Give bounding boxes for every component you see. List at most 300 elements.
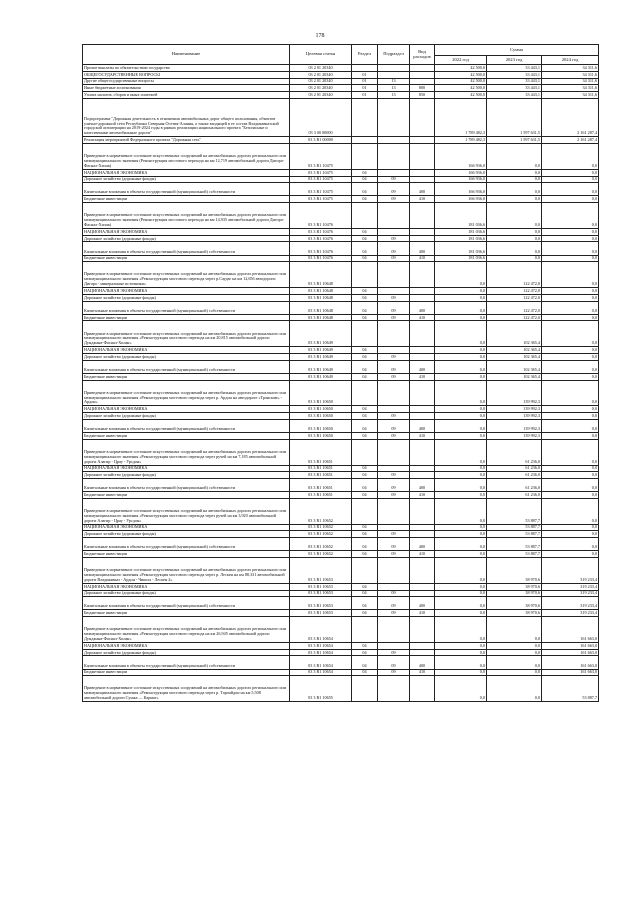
row-name: Капитальные вложения в объекты государственной (муниципальной) собственности bbox=[83, 301, 290, 314]
table-row bbox=[83, 419, 599, 432]
table-row bbox=[83, 531, 599, 538]
row-section: 04 bbox=[352, 235, 378, 242]
row-2023: 0,0 bbox=[487, 242, 542, 255]
row-2022: 42 500,0 bbox=[435, 85, 487, 92]
table-row bbox=[83, 255, 599, 262]
row-section: 04 bbox=[352, 406, 378, 413]
table-row bbox=[83, 137, 599, 144]
row-name: Бюджетные инвестиции bbox=[83, 373, 290, 380]
row-name: Приведение в нормативное состояние искусственных сооружений на автомобильных дорогах регионального или межмуниципального значения «Реконструкция мостового перехода через р.Саудаг на км 12,656 автодороги Дигора - минеральные источники» bbox=[83, 262, 290, 288]
row-2023: 33 443,1 bbox=[487, 71, 542, 78]
row-2023: 0,0 bbox=[487, 203, 542, 229]
row-subsection: 09 bbox=[378, 492, 410, 499]
row-name: НАЦИОНАЛЬНАЯ ЭКОНОМИКА bbox=[83, 406, 290, 413]
row-2024: 0,0 bbox=[542, 144, 599, 170]
row-subsection: 09 bbox=[378, 360, 410, 373]
row-section: 04 bbox=[352, 183, 378, 196]
row-2023: 53 887,7 bbox=[487, 524, 542, 531]
row-section: 04 bbox=[352, 492, 378, 499]
row-exp-type bbox=[410, 439, 435, 465]
table-row bbox=[83, 551, 599, 558]
row-code: 03 3 R1 10651 bbox=[290, 479, 352, 492]
row-subsection bbox=[378, 71, 410, 78]
row-subsection: 09 bbox=[378, 432, 410, 439]
row-code: 03 3 R1 10652 bbox=[290, 531, 352, 538]
row-exp-type bbox=[410, 617, 435, 643]
table-row bbox=[83, 479, 599, 492]
row-name: Капитальные вложения в объекты государственной (муниципальной) собственности bbox=[83, 597, 290, 610]
row-section: 04 bbox=[352, 360, 378, 373]
row-2024: 34 311,6 bbox=[542, 65, 599, 72]
row-subsection: 09 bbox=[378, 610, 410, 617]
row-subsection: 09 bbox=[378, 353, 410, 360]
row-2024: 0,0 bbox=[542, 439, 599, 465]
row-2024: 0,0 bbox=[542, 360, 599, 373]
row-2022: 0,0 bbox=[435, 583, 487, 590]
row-exp-type bbox=[410, 176, 435, 183]
row-2023: 1 597 631,5 bbox=[487, 98, 542, 137]
row-subsection bbox=[378, 380, 410, 406]
row-2024: 0,0 bbox=[542, 183, 599, 196]
table-row bbox=[83, 649, 599, 656]
row-subsection: 09 bbox=[378, 235, 410, 242]
row-subsection bbox=[378, 676, 410, 702]
row-section bbox=[352, 65, 378, 72]
row-2024: 34 311,6 bbox=[542, 71, 599, 78]
row-name: ОБЩЕГОСУДАРСТВЕННЫЕ ВОПРОСЫ bbox=[83, 71, 290, 78]
row-2022: 0,0 bbox=[435, 538, 487, 551]
row-2022: 0,0 bbox=[435, 557, 487, 583]
row-section: 04 bbox=[352, 597, 378, 610]
row-subsection bbox=[378, 557, 410, 583]
row-exp-type: 400 bbox=[410, 597, 435, 610]
row-2022: 42 500,0 bbox=[435, 78, 487, 85]
table-row bbox=[83, 380, 599, 406]
table-row bbox=[83, 432, 599, 439]
table-row bbox=[83, 642, 599, 649]
row-2023: 61 236,0 bbox=[487, 492, 542, 499]
header-subsection: Подраздел bbox=[378, 45, 410, 65]
row-2022: 0,0 bbox=[435, 524, 487, 531]
row-section: 01 bbox=[352, 71, 378, 78]
row-section: 04 bbox=[352, 301, 378, 314]
row-name: Бюджетные инвестиции bbox=[83, 492, 290, 499]
row-2024: 0,0 bbox=[542, 235, 599, 242]
table-row bbox=[83, 71, 599, 78]
table-row bbox=[83, 228, 599, 235]
row-subsection: 13 bbox=[378, 92, 410, 99]
row-section: 04 bbox=[352, 531, 378, 538]
row-subsection: 09 bbox=[378, 255, 410, 262]
row-code: 03 2 01 20340 bbox=[290, 78, 352, 85]
row-2022: 166 936,0 bbox=[435, 169, 487, 176]
row-subsection bbox=[378, 465, 410, 472]
row-section bbox=[352, 144, 378, 170]
header-code: Целевая статья bbox=[290, 45, 352, 65]
row-2023: 102 365,4 bbox=[487, 347, 542, 354]
row-2024: 0,0 bbox=[542, 472, 599, 479]
row-2023: 38 970,6 bbox=[487, 610, 542, 617]
row-2023: 122 472,0 bbox=[487, 262, 542, 288]
row-code: 03 3 R1 10649 bbox=[290, 373, 352, 380]
row-name: Капитальные вложения в объекты государственной (муниципальной) собственности bbox=[83, 656, 290, 669]
row-2022: 0,0 bbox=[435, 262, 487, 288]
row-subsection: 09 bbox=[378, 531, 410, 538]
table-row bbox=[83, 583, 599, 590]
row-2022: 181 036,6 bbox=[435, 203, 487, 229]
row-code: 03 3 R1 10654 bbox=[290, 656, 352, 669]
row-2024: 0,0 bbox=[542, 169, 599, 176]
row-2023: 0,0 bbox=[487, 617, 542, 643]
row-2024: 319 233,4 bbox=[542, 610, 599, 617]
row-2022: 0,0 bbox=[435, 406, 487, 413]
row-code: 03 3 R1 10650 bbox=[290, 419, 352, 432]
row-2024: 0,0 bbox=[542, 288, 599, 295]
row-2022: 0,0 bbox=[435, 551, 487, 558]
row-exp-type bbox=[410, 71, 435, 78]
row-2023: 0,0 bbox=[487, 235, 542, 242]
row-2024: 0,0 bbox=[542, 255, 599, 262]
row-code: 03 3 00 00000 bbox=[290, 98, 352, 137]
table-row bbox=[83, 472, 599, 479]
row-section: 04 bbox=[352, 373, 378, 380]
row-2024: 0,0 bbox=[542, 465, 599, 472]
table-row bbox=[83, 144, 599, 170]
row-code: 03 3 R1 10652 bbox=[290, 498, 352, 524]
row-code: 03 3 R1 10476 bbox=[290, 242, 352, 255]
row-2023: 53 887,7 bbox=[487, 538, 542, 551]
row-name: Капитальные вложения в объекты государственной (муниципальной) собственности bbox=[83, 419, 290, 432]
row-2024: 161 663,0 bbox=[542, 649, 599, 656]
row-2023: 0,0 bbox=[487, 669, 542, 676]
header-name: Наименование bbox=[83, 45, 290, 65]
row-2022: 0,0 bbox=[435, 321, 487, 347]
row-subsection: 09 bbox=[378, 538, 410, 551]
row-exp-type: 400 bbox=[410, 301, 435, 314]
row-name: Подпрограмма "Дорожная деятельность в отношении автомобильных дорог общего пользования, объектов улично-дорожной сети Республики Северная Осетия-Алания, а также входящей в ее состав Владикавказской городской агломерации на 2019-2024 годы в рамках реализации национального проекта "Безопасные и качественные автомобильные дороги" bbox=[83, 98, 290, 137]
row-section: 04 bbox=[352, 169, 378, 176]
row-section: 04 bbox=[352, 196, 378, 203]
row-subsection: 13 bbox=[378, 85, 410, 92]
row-2022: 181 036,6 bbox=[435, 242, 487, 255]
row-exp-type: 400 bbox=[410, 656, 435, 669]
row-2022: 42 500,0 bbox=[435, 71, 487, 78]
table-row bbox=[83, 413, 599, 420]
row-subsection: 09 bbox=[378, 294, 410, 301]
row-section: 04 bbox=[352, 610, 378, 617]
row-section: 04 bbox=[352, 656, 378, 669]
row-name: Бюджетные инвестиции bbox=[83, 669, 290, 676]
row-2024: 0,0 bbox=[542, 524, 599, 531]
row-2023: 0,0 bbox=[487, 176, 542, 183]
row-subsection: 09 bbox=[378, 413, 410, 420]
row-exp-type bbox=[410, 169, 435, 176]
table-row bbox=[83, 183, 599, 196]
row-code: 03 3 R1 10650 bbox=[290, 406, 352, 413]
row-section bbox=[352, 557, 378, 583]
row-section bbox=[352, 439, 378, 465]
row-name: НАЦИОНАЛЬНАЯ ЭКОНОМИКА bbox=[83, 228, 290, 235]
row-code: 03 3 R1 10476 bbox=[290, 235, 352, 242]
page-number: 178 bbox=[315, 33, 325, 39]
row-code: 03 3 R1 10649 bbox=[290, 321, 352, 347]
table-row bbox=[83, 314, 599, 321]
row-name: Дорожное хозяйство (дорожные фонды) bbox=[83, 353, 290, 360]
row-2022: 0,0 bbox=[435, 380, 487, 406]
row-code: 03 3 R1 10648 bbox=[290, 294, 352, 301]
row-exp-type bbox=[410, 347, 435, 354]
row-2023: 122 472,0 bbox=[487, 288, 542, 295]
row-section: 01 bbox=[352, 92, 378, 99]
row-2022: 42 500,0 bbox=[435, 92, 487, 99]
table-row bbox=[83, 538, 599, 551]
row-section: 04 bbox=[352, 590, 378, 597]
row-2023: 0,0 bbox=[487, 642, 542, 649]
row-section: 04 bbox=[352, 347, 378, 354]
table-body bbox=[83, 65, 599, 702]
table-row bbox=[83, 669, 599, 676]
row-2022: 166 936,0 bbox=[435, 144, 487, 170]
row-exp-type: 410 bbox=[410, 492, 435, 499]
row-subsection: 09 bbox=[378, 419, 410, 432]
row-name: Капитальные вложения в объекты государственной (муниципальной) собственности bbox=[83, 183, 290, 196]
row-code: 03 3 R1 10649 bbox=[290, 360, 352, 373]
row-exp-type bbox=[410, 65, 435, 72]
table-row bbox=[83, 78, 599, 85]
row-2023: 0,0 bbox=[487, 656, 542, 669]
row-2023: 0,0 bbox=[487, 183, 542, 196]
row-name: Приведение в нормативное состояние искусственных сооружений на автомобильных дорогах регионального или межмуниципального значения «Реконструкция мостового перехода через ручей на км 7,185 автомобильной дороги Алагир - Црау - Урсдон» bbox=[83, 439, 290, 465]
row-2022: 0,0 bbox=[435, 617, 487, 643]
row-section: 04 bbox=[352, 524, 378, 531]
row-exp-type: 400 bbox=[410, 419, 435, 432]
row-subsection bbox=[378, 439, 410, 465]
row-2022: 0,0 bbox=[435, 465, 487, 472]
row-2022: 0,0 bbox=[435, 610, 487, 617]
row-2023: 139 992,3 bbox=[487, 413, 542, 420]
row-2024: 319 233,4 bbox=[542, 557, 599, 583]
row-section: 04 bbox=[352, 583, 378, 590]
table-row bbox=[83, 203, 599, 229]
row-code: 03 3 R1 10475 bbox=[290, 144, 352, 170]
row-2024: 0,0 bbox=[542, 353, 599, 360]
row-name: Приведение в нормативное состояние искусственных сооружений на автомобильных дорогах регионального или межмуниципального значения (Реконструкция мостового перехода на км 14,935 автомобильной дороги Дигора-Фаснал-Хилак) bbox=[83, 203, 290, 229]
table-row bbox=[83, 242, 599, 255]
row-subsection bbox=[378, 262, 410, 288]
row-2022: 0,0 bbox=[435, 432, 487, 439]
row-code: 03 2 01 20340 bbox=[290, 65, 352, 72]
row-code: 03 3 R1 10648 bbox=[290, 288, 352, 295]
row-2022: 181 036,6 bbox=[435, 228, 487, 235]
row-section: 04 bbox=[352, 413, 378, 420]
row-subsection bbox=[378, 321, 410, 347]
row-exp-type: 400 bbox=[410, 242, 435, 255]
row-exp-type bbox=[410, 78, 435, 85]
table-row bbox=[83, 610, 599, 617]
row-section: 04 bbox=[352, 176, 378, 183]
row-name: Приведение в нормативное состояние искусственных сооружений на автомобильных дорогах регионального или межмуниципального значения «Реконструкция мостового перехода через р. Тарпайдон на км 5,508 автомобильной дороги Сунжа — Кармаг» bbox=[83, 676, 290, 702]
row-2023: 53 887,7 bbox=[487, 551, 542, 558]
row-2024: 319 233,4 bbox=[542, 590, 599, 597]
row-exp-type bbox=[410, 235, 435, 242]
row-subsection: 09 bbox=[378, 590, 410, 597]
row-section: 04 bbox=[352, 419, 378, 432]
row-2024: 161 663,0 bbox=[542, 669, 599, 676]
table-row bbox=[83, 235, 599, 242]
table-row bbox=[83, 597, 599, 610]
row-2023: 102 365,4 bbox=[487, 373, 542, 380]
row-section: 04 bbox=[352, 669, 378, 676]
table-row bbox=[83, 373, 599, 380]
row-name: Капитальные вложения в объекты государственной (муниципальной) собственности bbox=[83, 479, 290, 492]
row-code: 03 3 R1 10475 bbox=[290, 176, 352, 183]
row-code: 03 3 R1 10651 bbox=[290, 492, 352, 499]
row-exp-type bbox=[410, 288, 435, 295]
row-subsection: 09 bbox=[378, 373, 410, 380]
row-2022: 0,0 bbox=[435, 590, 487, 597]
table-row bbox=[83, 557, 599, 583]
row-2022: 166 936,0 bbox=[435, 183, 487, 196]
row-code: 03 3 R1 10648 bbox=[290, 262, 352, 288]
row-2023: 38 970,6 bbox=[487, 583, 542, 590]
row-subsection bbox=[378, 288, 410, 295]
row-exp-type: 850 bbox=[410, 92, 435, 99]
row-2023: 38 970,6 bbox=[487, 597, 542, 610]
table-row bbox=[83, 92, 599, 99]
row-2024: 0,0 bbox=[542, 176, 599, 183]
header-2022: 2022 год bbox=[435, 56, 487, 65]
row-subsection: 09 bbox=[378, 649, 410, 656]
row-code: 03 3 R1 10651 bbox=[290, 472, 352, 479]
row-name: НАЦИОНАЛЬНАЯ ЭКОНОМИКА bbox=[83, 347, 290, 354]
row-exp-type bbox=[410, 642, 435, 649]
row-subsection: 09 bbox=[378, 242, 410, 255]
row-subsection bbox=[378, 498, 410, 524]
row-2024: 161 663,0 bbox=[542, 617, 599, 643]
row-section: 04 bbox=[352, 255, 378, 262]
row-code: 03 3 R1 00000 bbox=[290, 137, 352, 144]
row-name: Дорожное хозяйство (дорожные фонды) bbox=[83, 649, 290, 656]
row-2023: 1 597 631,5 bbox=[487, 137, 542, 144]
row-name: Бюджетные инвестиции bbox=[83, 551, 290, 558]
header-sum: Сумма bbox=[435, 45, 599, 56]
row-code: 03 3 R1 10653 bbox=[290, 597, 352, 610]
row-2024: 0,0 bbox=[542, 314, 599, 321]
row-2023: 61 236,0 bbox=[487, 472, 542, 479]
row-2023: 0,0 bbox=[487, 169, 542, 176]
row-exp-type: 410 bbox=[410, 196, 435, 203]
row-2022: 0,0 bbox=[435, 649, 487, 656]
row-exp-type bbox=[410, 465, 435, 472]
row-subsection bbox=[378, 642, 410, 649]
row-2024: 0,0 bbox=[542, 321, 599, 347]
table-row bbox=[83, 617, 599, 643]
row-2024: 161 663,0 bbox=[542, 642, 599, 649]
row-2023: 53 887,7 bbox=[487, 498, 542, 524]
row-2023: 33 443,1 bbox=[487, 78, 542, 85]
row-subsection bbox=[378, 98, 410, 137]
row-name: Дорожное хозяйство (дорожные фонды) bbox=[83, 590, 290, 597]
row-exp-type bbox=[410, 649, 435, 656]
row-code: 03 3 R1 10476 bbox=[290, 255, 352, 262]
row-exp-type: 410 bbox=[410, 373, 435, 380]
row-code: 03 3 R1 10652 bbox=[290, 538, 352, 551]
row-section: 04 bbox=[352, 479, 378, 492]
row-subsection bbox=[378, 228, 410, 235]
row-2022: 0,0 bbox=[435, 676, 487, 702]
row-2023: 102 365,4 bbox=[487, 353, 542, 360]
table-row bbox=[83, 65, 599, 72]
row-code: 03 3 R1 10654 bbox=[290, 649, 352, 656]
row-name: Приведение в нормативное состояние искусственных сооружений на автомобильных дорогах регионального или межмуниципального значения «Реконструкция мостового перехода на км 20,815 автомобильной дороги Дунджана-Фаснал-Хилак» bbox=[83, 321, 290, 347]
row-2022: 0,0 bbox=[435, 472, 487, 479]
row-exp-type: 410 bbox=[410, 255, 435, 262]
row-2023: 33 443,1 bbox=[487, 92, 542, 99]
row-2023: 61 236,0 bbox=[487, 465, 542, 472]
row-2024: 2 161 287,4 bbox=[542, 137, 599, 144]
row-name: Прочие выплаты по обязательствам государства bbox=[83, 65, 290, 72]
row-2024: 34 311,6 bbox=[542, 92, 599, 99]
row-exp-type bbox=[410, 98, 435, 137]
row-subsection bbox=[378, 583, 410, 590]
row-2024: 0,0 bbox=[542, 228, 599, 235]
row-exp-type: 410 bbox=[410, 432, 435, 439]
row-code: 03 3 R1 10475 bbox=[290, 169, 352, 176]
row-2024: 0,0 bbox=[542, 196, 599, 203]
row-name: Бюджетные инвестиции bbox=[83, 255, 290, 262]
row-2023: 0,0 bbox=[487, 228, 542, 235]
row-subsection: 09 bbox=[378, 314, 410, 321]
table-row bbox=[83, 353, 599, 360]
row-code: 03 3 R1 10654 bbox=[290, 617, 352, 643]
table-row bbox=[83, 498, 599, 524]
row-2023: 139 992,3 bbox=[487, 380, 542, 406]
row-code: 03 3 R1 10653 bbox=[290, 590, 352, 597]
row-exp-type bbox=[410, 203, 435, 229]
row-section bbox=[352, 676, 378, 702]
row-2022: 0,0 bbox=[435, 288, 487, 295]
table-row bbox=[83, 196, 599, 203]
row-name: Дорожное хозяйство (дорожные фонды) bbox=[83, 413, 290, 420]
row-2024: 0,0 bbox=[542, 498, 599, 524]
row-name: НАЦИОНАЛЬНАЯ ЭКОНОМИКА bbox=[83, 465, 290, 472]
row-2022: 0,0 bbox=[435, 347, 487, 354]
table-row bbox=[83, 465, 599, 472]
row-2023: 61 236,0 bbox=[487, 439, 542, 465]
row-2022: 0,0 bbox=[435, 439, 487, 465]
row-2024: 34 311,6 bbox=[542, 85, 599, 92]
row-2022: 166 936,0 bbox=[435, 176, 487, 183]
row-exp-type bbox=[410, 472, 435, 479]
header-2023: 2023 год bbox=[487, 56, 542, 65]
row-subsection bbox=[378, 406, 410, 413]
row-2024: 0,0 bbox=[542, 301, 599, 314]
row-2024: 0,0 bbox=[542, 262, 599, 288]
row-code: 03 3 R1 10475 bbox=[290, 183, 352, 196]
table-row bbox=[83, 676, 599, 702]
row-exp-type: 410 bbox=[410, 669, 435, 676]
row-2023: 0,0 bbox=[487, 676, 542, 702]
row-name: Бюджетные инвестиции bbox=[83, 196, 290, 203]
row-2024: 0,0 bbox=[542, 413, 599, 420]
row-section bbox=[352, 380, 378, 406]
row-section bbox=[352, 203, 378, 229]
row-exp-type: 800 bbox=[410, 85, 435, 92]
row-2024: 0,0 bbox=[542, 347, 599, 354]
row-section: 04 bbox=[352, 294, 378, 301]
table-row bbox=[83, 590, 599, 597]
row-2023: 0,0 bbox=[487, 196, 542, 203]
